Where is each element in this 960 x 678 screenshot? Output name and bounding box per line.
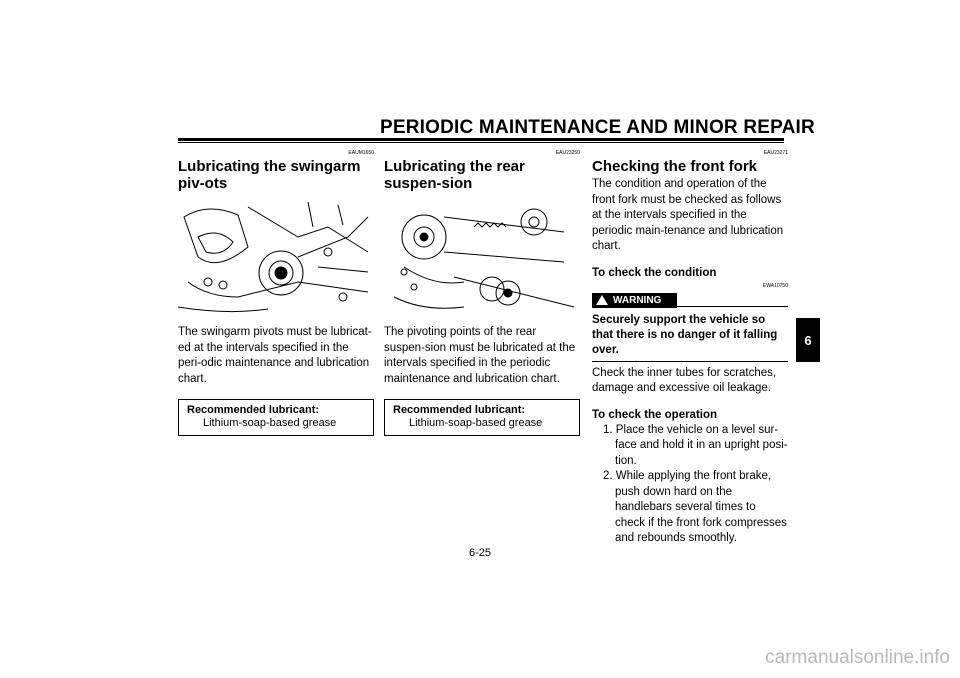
section-heading: Lubricating the swingarm piv-ots	[178, 158, 361, 192]
condition-text: Check the inner tubes for scratches, damage and excessive oil leakage.	[592, 366, 777, 394]
column-front-fork	[592, 150, 788, 547]
warning-header	[592, 293, 788, 309]
warning-label: WARNING	[613, 294, 662, 306]
section-code: EAU23250	[555, 150, 580, 156]
chapter-tab: 6	[796, 318, 820, 362]
lubricant-box	[384, 399, 580, 436]
header-rule-thin	[178, 142, 784, 143]
warning-rule	[677, 306, 788, 307]
list-item: 2. While applying the front brake, push down hard on the handlebars several times to check if the front fork compresses and rebounds smoothly.	[603, 470, 787, 544]
subheading-condition: To check the condition	[592, 266, 717, 279]
section-code: EAU23271	[763, 150, 788, 156]
section-code: EAUM1650	[348, 150, 374, 156]
rear-suspension-illustration	[384, 197, 580, 319]
swingarm-drawing	[178, 197, 374, 319]
warning-badge	[592, 293, 677, 308]
column-rear-suspension	[384, 150, 580, 436]
lubricant-title: Recommended lubricant:	[393, 404, 526, 416]
operation-steps	[592, 423, 788, 547]
section-body: The pivoting points of the rear suspen-sion must be lubricated at the intervals specified in the periodic maintenance and lubrication chart.	[384, 326, 576, 385]
swingarm-pivot-illustration	[178, 197, 374, 319]
lubricant-box	[178, 399, 374, 436]
rear-suspension-drawing	[384, 197, 580, 319]
warning-code: EWA10750	[762, 282, 788, 289]
page-header-title: PERIODIC MAINTENANCE AND MINOR REPAIR	[380, 117, 815, 138]
lubricant-title: Recommended lubricant:	[187, 404, 320, 416]
warning-text: Securely support the vehicle so that there is no danger of it falling over.	[592, 313, 788, 362]
section-heading: Lubricating the rear suspen-sion	[384, 158, 525, 192]
lubricant-value: Lithium-soap-based grease	[203, 417, 337, 429]
page-number: 6-25	[468, 547, 492, 559]
subheading-operation: To check the operation	[592, 408, 718, 421]
section-body: The swingarm pivots must be lubricat-ed at the intervals specified in the peri-odic maintenance and lubrication chart.	[178, 326, 372, 385]
section-intro: The condition and operation of the front fork must be checked as follows at the intervals specified in the periodic main-tenance and lubrication chart.	[592, 178, 784, 252]
section-heading: Checking the front fork	[592, 158, 758, 175]
watermark: carmanualsonline.info	[765, 647, 950, 668]
header-rule	[178, 138, 784, 141]
warning-triangle-icon	[596, 295, 608, 305]
lubricant-value: Lithium-soap-based grease	[409, 417, 543, 429]
column-swingarm	[178, 150, 374, 436]
list-item: 1. Place the vehicle on a level sur-face and hold it in an upright posi-tion.	[603, 423, 788, 467]
